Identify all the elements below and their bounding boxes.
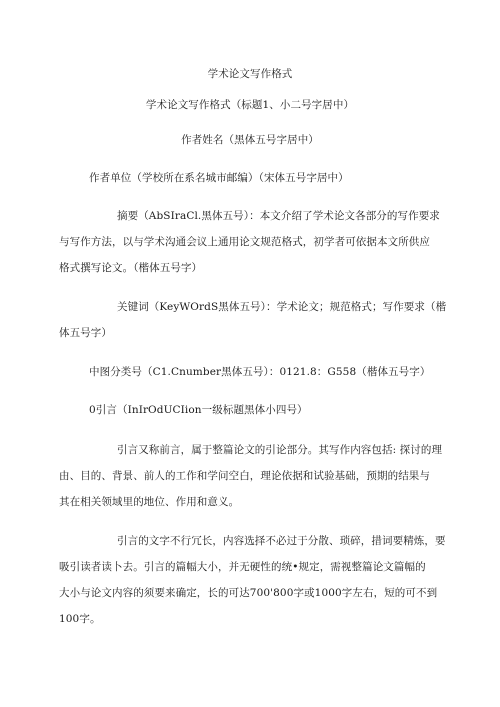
author-name: 作者姓名（黑体五号字居中） [181,134,319,146]
paragraph-1-line-2: 由、目的、背景、前人的工作和学问空白，理论依据和试验基础，预期的结果与 [59,470,430,482]
paragraph-1-line-1: 引言又称前言，属于整篇论文的引论部分。其写作内容包括: 探讨的理 [117,444,443,456]
paragraph-2-line-3: 大小与论文内容的须要来确定，长的可达700'800字或1000字左右，短的可不到 [59,587,438,599]
classification-number: 中图分类号（C1.Cnumber黑体五号）：0121.8：G558（楷体五号字） [89,366,431,378]
author-affiliation: 作者单位（学校所在系名城市邮编）（宋体五号字居中） [89,172,349,184]
paragraph-2-line-4: 100字。 [59,613,101,625]
abstract-line-2: 与写作方法，以与学术沟通会议上通用论文规范格式，初学者可依据本文所供应 [59,236,430,248]
abstract-line-3: 格式撰写论文。（楷体五号字） [59,262,203,274]
header-title: 学术论文写作格式 [207,68,293,80]
paper-title: 学术论文写作格式（标题1、小二号字居中） [145,99,355,111]
paragraph-2-line-2: 吸引读者读卜去。引言的篇幅大小，并无硬性的统•规定，需视整篇论文篇幅的 [59,561,426,573]
abstract-line-1: 摘要（AbSIraCl.黑体五号）：本文介绍了学术论文各部分的写作要求 [117,210,440,222]
keywords-line-1: 关键词（KeyWOrdS黑体五号）：学术论文；规范格式；写作要求（楷 [117,301,447,313]
intro-heading: 0引言（InIrOdUCIion一级标题黑体小四号） [89,404,308,416]
keywords-line-2: 体五号字） [59,327,112,339]
paragraph-2-line-1: 引言的文字不行冗长，内容选择不必过于分散、琐碎，措词要精炼，要 [117,535,446,547]
paragraph-1-line-3: 其在相关领域里的地位、作用和意义。 [59,496,240,508]
